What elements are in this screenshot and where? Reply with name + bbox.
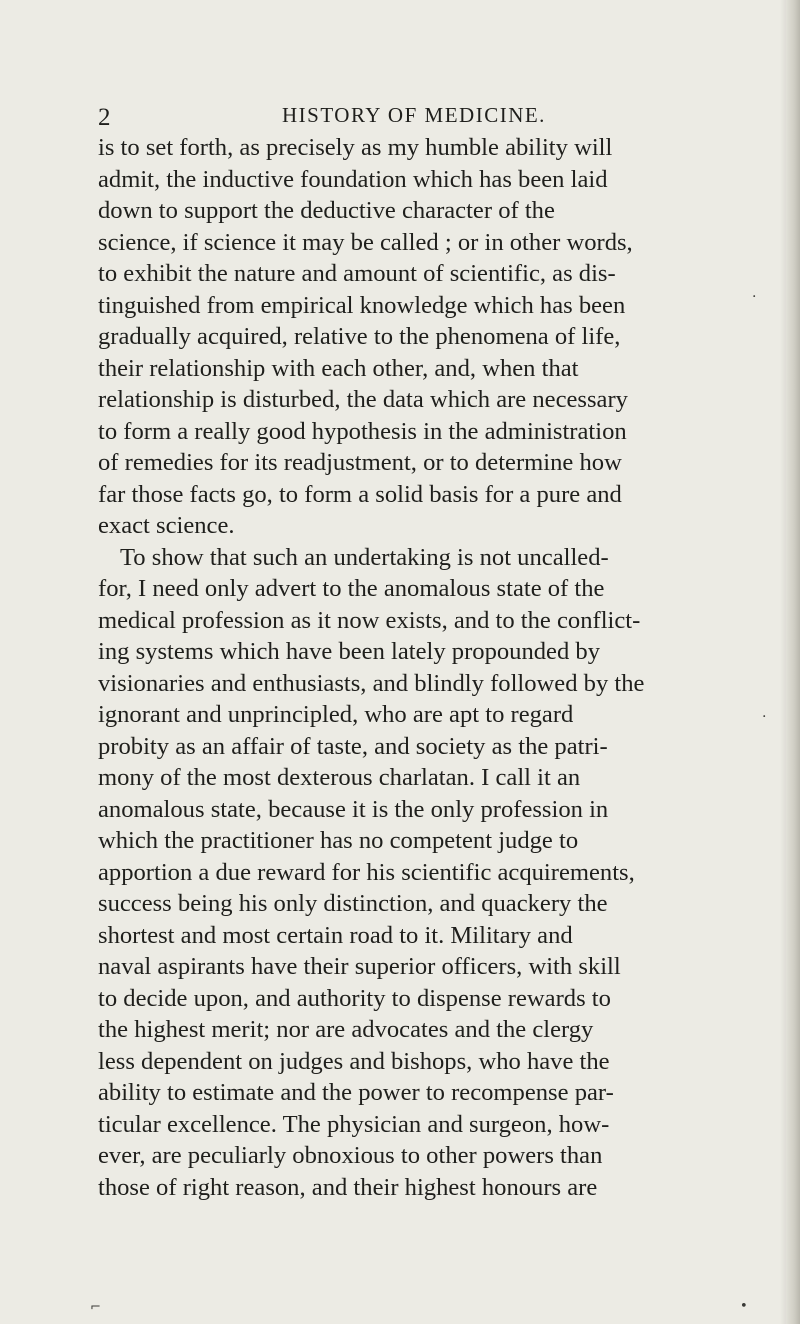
text-line: for, I need only advert to the anomalous state of the [98,575,605,602]
text-line: is to set forth, as precisely as my humble ability will [98,134,613,161]
text-line: tinguished from empirical knowledge which has been [98,291,626,319]
text-line: less dependent on judges and bishops, who have the [98,1047,610,1075]
text-line: relationship is disturbed, the data which are necessary [98,386,628,413]
margin-mark: . [762,705,767,721]
text-line: gradually acquired, relative to the phenomena of life, [98,323,621,350]
text-line: those of right reason, and their highest honours are [98,1173,598,1201]
text-line: to exhibit the nature and amount of scientific, as dis- [98,260,616,287]
text-line: ability to estimate and the power to recompense par- [98,1079,614,1106]
text-line: the highest merit; nor are advocates and the clergy [98,1016,594,1043]
text-line: mony of the most dexterous charlatan. I call it an [98,764,581,791]
margin-mark: ⌐ [90,1300,101,1315]
text-line: which the practitioner has no competent judge to [98,827,579,854]
text-line: naval aspirants have their superior officers, with skill [98,953,621,980]
text-line: shortest and most certain road to it. Military and [98,921,573,949]
paragraph-start-line: To show that such an undertaking is not uncalled- [120,543,609,571]
margin-mark: • [740,1299,748,1314]
text-line: anomalous state, because it is the only profession in [98,795,609,823]
page-number: 2 [98,104,112,131]
text-line: apportion a due reward for his scientific acquirements, [98,858,635,886]
body-text [98,132,728,1203]
text-line: to decide upon, and authority to dispense rewards to [98,984,611,1012]
margin-mark: · [752,289,757,305]
text-line: to form a really good hypothesis in the administration [98,417,627,445]
text-line: medical profession as it now exists, and to the conflict- [98,606,641,634]
page-gutter-shadow [780,0,786,1324]
text-line: their relationship with each other, and, when that [98,354,579,382]
text-line: far those facts go, to form a solid basis for a pure and [98,480,622,508]
text-line: exact science. [98,512,235,539]
page-edge [786,0,800,1324]
text-line: admit, the inductive foundation which has been laid [98,165,608,193]
text-line: science, if science it may be called ; or in other words, [98,228,633,256]
text-line: visionaries and enthusiasts, and blindly followed by the [98,669,645,697]
text-line: success being his only distinction, and quackery the [98,890,608,917]
text-line: ignorant and unprincipled, who are apt to regard [98,701,574,728]
text-line: ticular excellence. The physician and surgeon, how- [98,1110,610,1138]
text-line: ing systems which have been lately propounded by [98,638,601,665]
text-line: of remedies for its readjustment, or to determine how [98,449,622,476]
running-head: HISTORY OF MEDICINE. [282,103,546,127]
text-line: down to support the deductive character of the [98,197,555,224]
text-line: ever, are peculiarly obnoxious to other powers than [98,1142,603,1169]
text-line: probity as an affair of taste, and society as the patri- [98,732,608,760]
